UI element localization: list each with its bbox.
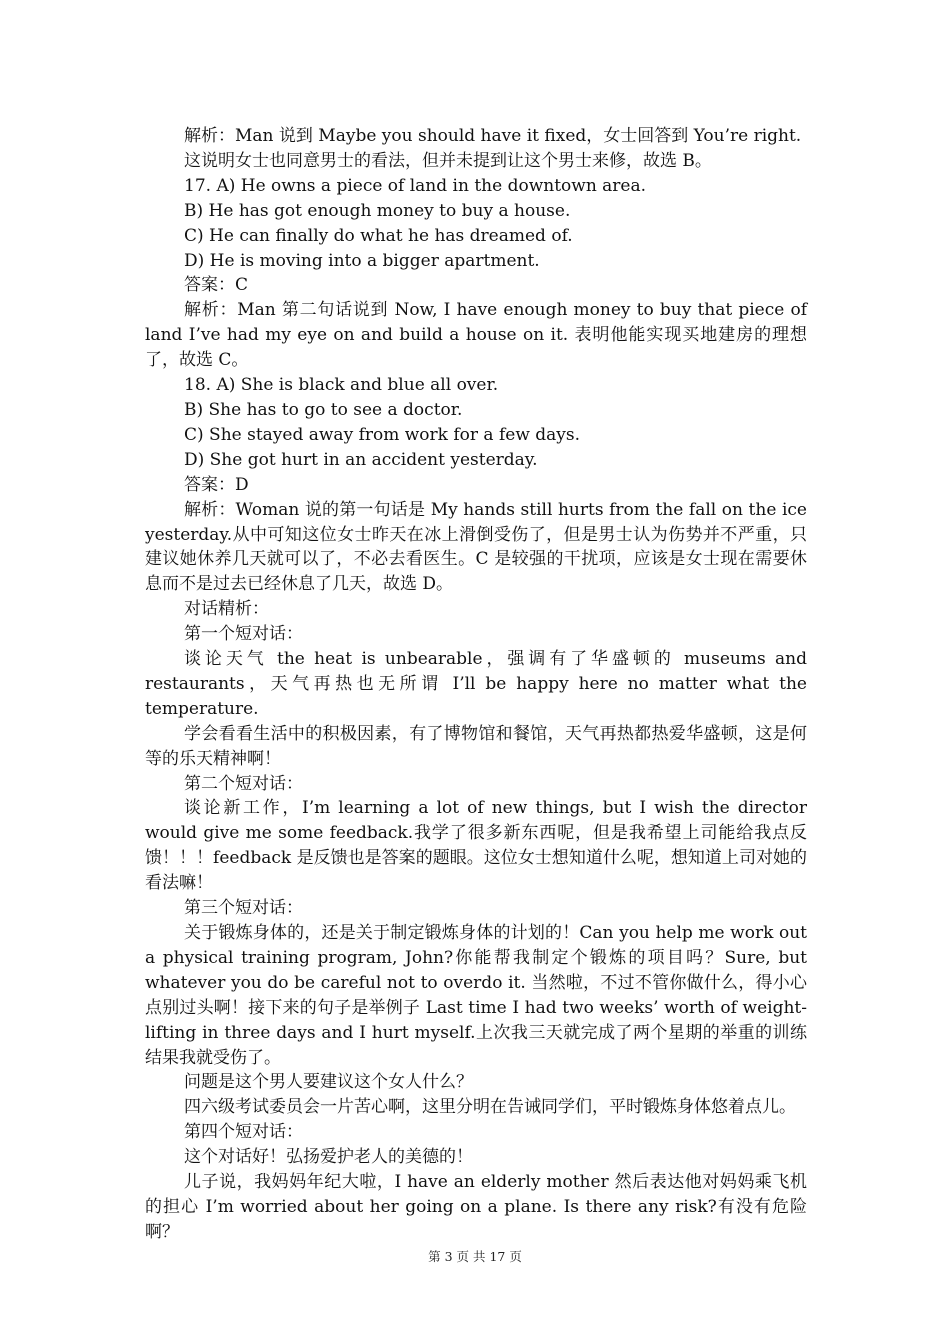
paragraph: 解析：Man 第二句话说到 Now, I have enough money to buy that piece of land I’ve had my eye on and build a house on it. 表明他能实现买地建房的理想了，故选 C。 — [145, 300, 807, 371]
paragraph: B) She has to go to see a doctor. — [184, 399, 463, 420]
paragraph: 谈论新工作，I’m learning a lot of new things, but I wish the director would give me some feedback.我学了很多新东西呢，但是我希望上司能给我点反馈！！！feedback 是反馈也是答案的题眼。这位女士想知道什么呢，想知道上司对她的看法嘛！ — [145, 798, 807, 894]
paragraph: D) He is moving into a bigger apartment. — [184, 250, 540, 271]
paragraph: 答案：C — [184, 275, 249, 296]
paragraph: 对话精析： — [184, 599, 269, 620]
paragraph: 第一个短对话： — [184, 624, 303, 645]
paragraph: 问题是这个男人要建议这个女人什么？ — [184, 1072, 473, 1093]
paragraph: 谈论天气 the heat is unbearable，强调有了华盛顿的 museums and restaurants，天气再热也无所谓 I’ll be happy here no matter what the temperature. — [145, 649, 807, 719]
paragraph: 17. A) He owns a piece of land in the downtown area. — [184, 175, 647, 196]
paragraph: 关于锻炼身体的，还是关于制定锻炼身体的计划的！Can you help me work out a physical training program, John?你能帮我制定个锻炼的项目吗？Sure, but whatever you do be careful not to overdo it. 当然啦，不过不管你做什么，得小心点别过头啊！接下来的句子是举例子 Last time I had two weeks’ worth of weight-lifting in three days and I hurt myself.上次我三天就完成了两个星期的举重的训练结果我就受伤了。 — [145, 923, 807, 1068]
paragraph: 解析：Man 说到 Maybe you should have it fixed，女士回答到 You’re right. — [184, 126, 802, 146]
document-body — [145, 124, 807, 1245]
paragraph: 儿子说，我妈妈年纪大啦，I have an elderly mother 然后表达他对妈妈乘飞机的担心 I’m worried about her going on a plane. Is there any risk?有没有危险啊？ — [145, 1172, 807, 1242]
paragraph: 解析：Woman 说的第一句话是 My hands still hurts from the fall on the ice yesterday.从中可知这位女士昨天在冰上滑倒受伤了，但是男士认为伤势并不严重，只建议她休养几天就可以了，不必去看医生。C 是较强的干扰项，应该是女士现在需要休息而不是过去已经休息了几天，故选 D。 — [145, 499, 807, 595]
paragraph: 答案：D — [184, 474, 249, 495]
paragraph: 第二个短对话： — [184, 773, 303, 794]
paragraph: 四六级考试委员会一片苦心啊，这里分明在告诫同学们，平时锻炼身体悠着点儿。 — [184, 1097, 796, 1118]
paragraph: D) She got hurt in an accident yesterday. — [184, 449, 538, 470]
paragraph: 第三个短对话： — [184, 898, 303, 919]
paragraph: 这说明女士也同意男士的看法，但并未提到让这个男士来修，故选 B。 — [184, 150, 712, 171]
page-footer: 第 3 页 共 17 页 — [428, 1249, 522, 1264]
paragraph: 学会看看生活中的积极因素，有了博物馆和餐馆，天气再热都热爱华盛顿，这是何等的乐天精神啊！ — [145, 723, 807, 769]
paragraph: B) He has got enough money to buy a house. — [184, 200, 571, 221]
paragraph: C) He can finally do what he has dreamed of. — [184, 225, 573, 246]
paragraph: 这个对话好！弘扬爱护老人的美德的！ — [184, 1147, 473, 1168]
paragraph: 第四个短对话： — [184, 1122, 303, 1143]
paragraph: 18. A) She is black and blue all over. — [184, 375, 499, 396]
paragraph: C) She stayed away from work for a few days. — [184, 424, 581, 445]
